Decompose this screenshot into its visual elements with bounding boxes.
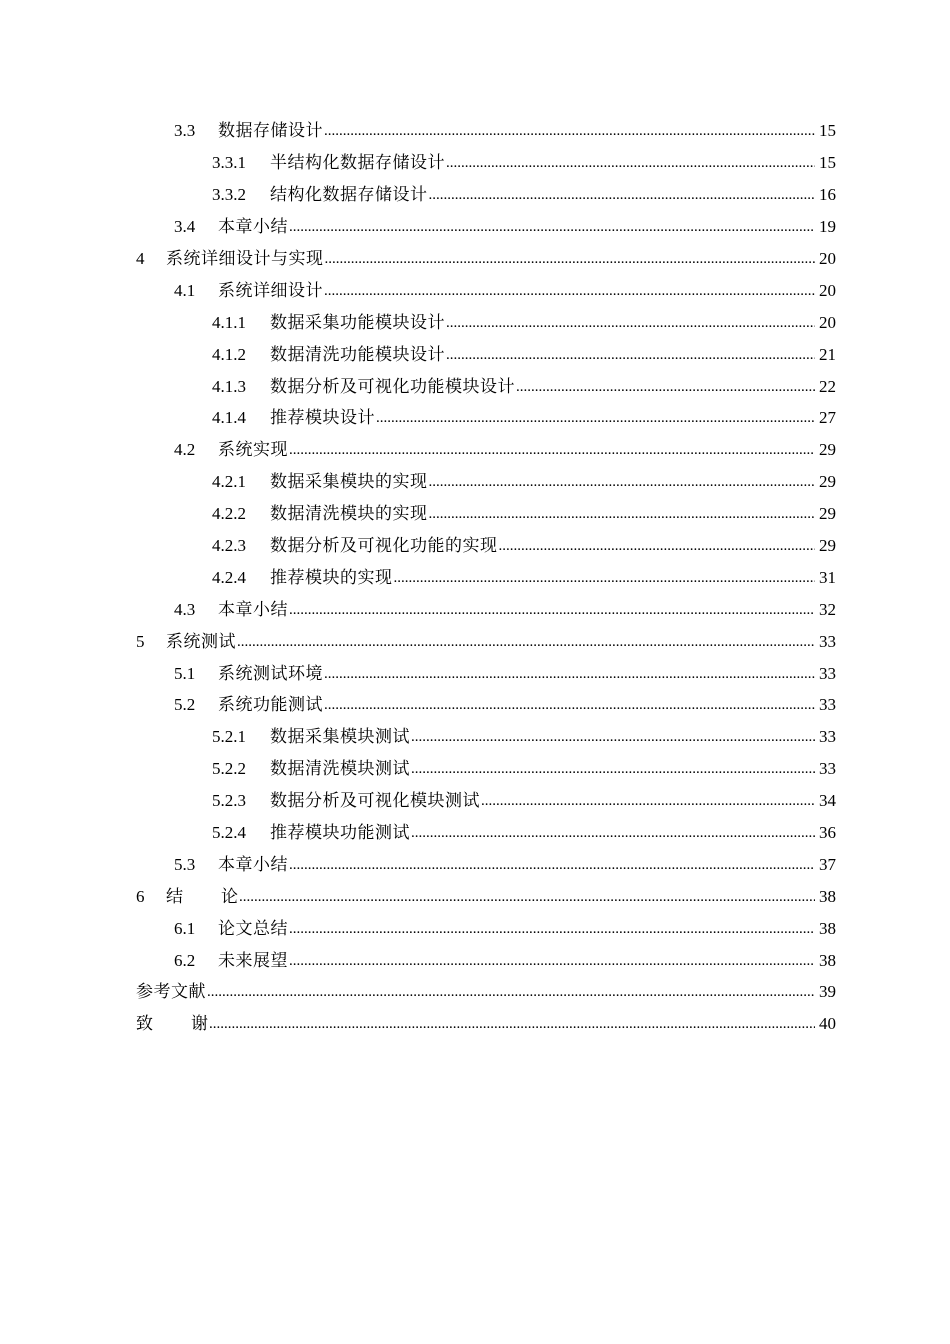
- toc-entry-number: 5.3: [174, 854, 196, 874]
- toc-entry-title: 本章小结: [218, 599, 288, 619]
- toc-entry[interactable]: [0, 467, 950, 499]
- toc-entry-link[interactable]: [212, 791, 836, 812]
- toc-entry-page-number: 29: [819, 504, 836, 524]
- toc-entry-title: 论文总结: [218, 918, 288, 938]
- toc-entry-page-number: 29: [819, 536, 836, 556]
- toc-entry-link[interactable]: [174, 919, 836, 940]
- toc-entry-page-number: 20: [819, 312, 836, 332]
- toc-entry-title: 推荐模块的实现: [270, 567, 393, 587]
- toc-entry[interactable]: [0, 116, 950, 148]
- toc-entry-link[interactable]: [212, 345, 836, 366]
- dot-leader: [376, 407, 815, 428]
- toc-entry[interactable]: [0, 626, 950, 658]
- toc-entry[interactable]: [0, 212, 950, 244]
- toc-entry-number: 5: [136, 631, 145, 651]
- table-of-contents: [0, 116, 950, 1041]
- dot-leader: [209, 1013, 815, 1034]
- dot-leader: [411, 758, 815, 779]
- toc-entry-title: 系统详细设计: [218, 280, 323, 300]
- toc-entry-number: 5.2.1: [212, 727, 246, 747]
- dot-leader: [289, 439, 815, 460]
- toc-entry-title: 系统详细设计与实现: [166, 249, 324, 268]
- toc-entry[interactable]: [0, 818, 950, 850]
- dot-leader: [446, 344, 815, 365]
- toc-entry[interactable]: [0, 913, 950, 945]
- toc-entry-page-number: 20: [819, 249, 836, 268]
- toc-entry-page-number: 32: [819, 599, 836, 619]
- toc-entry-link[interactable]: [174, 855, 836, 876]
- toc-entry-number: 4.1.4: [212, 408, 246, 428]
- toc-entry-link[interactable]: [136, 887, 836, 908]
- toc-entry-page-number: 33: [819, 663, 836, 683]
- toc-entry-page-number: 33: [819, 759, 836, 779]
- dot-leader: [446, 312, 815, 333]
- toc-entry-link[interactable]: [212, 185, 836, 206]
- toc-entry-link[interactable]: [174, 217, 836, 238]
- toc-entry[interactable]: [0, 849, 950, 881]
- toc-entry-page-number: 39: [819, 982, 836, 1002]
- toc-entry-page-number: 38: [819, 886, 836, 906]
- toc-entry-title: 数据清洗功能模块设计: [270, 344, 445, 364]
- dot-leader: [239, 886, 815, 907]
- toc-entry[interactable]: [0, 148, 950, 180]
- toc-entry-link[interactable]: [212, 313, 836, 334]
- dot-leader: [446, 152, 815, 173]
- toc-entry-page-number: 15: [819, 153, 836, 173]
- toc-entry[interactable]: [0, 945, 950, 977]
- toc-entry-link[interactable]: [174, 281, 836, 302]
- dot-leader: [289, 950, 815, 971]
- toc-entry[interactable]: [0, 690, 950, 722]
- dot-leader: [429, 503, 816, 524]
- dot-leader: [324, 663, 815, 684]
- toc-entry[interactable]: [0, 977, 950, 1009]
- toc-entry-title: 推荐模块设计: [270, 408, 375, 428]
- toc-entry-title: [166, 887, 238, 907]
- toc-entry-page-number: 40: [819, 1014, 836, 1034]
- toc-entry-number: 5.2.2: [212, 759, 246, 779]
- dot-leader: [324, 120, 815, 141]
- toc-entry-page-number: 19: [819, 217, 836, 237]
- toc-entry[interactable]: [0, 754, 950, 786]
- toc-entry-page-number: 38: [819, 918, 836, 938]
- toc-entry-link[interactable]: [174, 695, 836, 716]
- toc-entry-number: 6: [136, 886, 145, 906]
- toc-entry-link[interactable]: [174, 951, 836, 972]
- toc-entry-page-number: 36: [819, 823, 836, 843]
- dot-leader: [289, 918, 815, 939]
- toc-entry-page-number: 27: [819, 408, 836, 428]
- toc-entry-title: [136, 1014, 208, 1034]
- toc-entry[interactable]: [0, 531, 950, 563]
- dot-leader: [516, 376, 815, 397]
- toc-entry-link[interactable]: [212, 727, 836, 748]
- toc-entry[interactable]: [0, 307, 950, 339]
- dot-leader: [325, 248, 816, 269]
- toc-entry-number: 4.1.3: [212, 376, 246, 396]
- toc-entry-link[interactable]: [136, 632, 836, 653]
- toc-entry[interactable]: [0, 658, 950, 690]
- toc-entry-page-number: 38: [819, 950, 836, 970]
- toc-entry-number: 3.3.1: [212, 153, 246, 173]
- toc-entry-link[interactable]: [174, 664, 836, 685]
- toc-entry[interactable]: [0, 435, 950, 467]
- toc-entry-title: 系统功能测试: [218, 695, 323, 715]
- toc-entry-page-number: 20: [819, 280, 836, 300]
- toc-entry-number: 5.2.3: [212, 791, 246, 811]
- toc-entry-number: 4.2.3: [212, 536, 246, 556]
- toc-entry-title: 数据采集模块的实现: [270, 472, 428, 492]
- toc-entry[interactable]: [0, 275, 950, 307]
- toc-entry-title: 参考文献: [136, 982, 206, 1002]
- toc-entry-number: 4.3: [174, 599, 196, 619]
- toc-entry-page-number: 33: [819, 727, 836, 747]
- dot-leader: [207, 981, 815, 1002]
- dot-leader: [481, 790, 815, 811]
- toc-entry-number: 4.2.4: [212, 567, 246, 587]
- toc-entry-title: 系统实现: [218, 440, 288, 460]
- toc-entry[interactable]: [0, 786, 950, 818]
- toc-entry-link[interactable]: [212, 568, 836, 589]
- toc-entry[interactable]: [0, 244, 950, 276]
- toc-entry-number: 4.1.1: [212, 312, 246, 332]
- toc-entry[interactable]: [0, 403, 950, 435]
- toc-entry-page-number: 16: [819, 185, 836, 205]
- toc-entry-number: 3.3: [174, 121, 196, 141]
- toc-entry-link[interactable]: [212, 504, 836, 525]
- dot-leader: [289, 216, 815, 237]
- toc-entry-number: 4.2: [174, 440, 196, 460]
- toc-entry-title: 数据分析及可视化模块测试: [270, 791, 480, 811]
- toc-entry-title: 半结构化数据存储设计: [270, 153, 445, 173]
- toc-entry-page-number: 15: [819, 121, 836, 141]
- toc-entry-title: 未来展望: [218, 950, 288, 970]
- toc-entry-link[interactable]: [212, 408, 836, 429]
- dot-leader: [411, 726, 815, 747]
- toc-entry-link[interactable]: [174, 440, 836, 461]
- toc-entry-number: 5.2: [174, 695, 196, 715]
- toc-entry-page-number: 33: [819, 631, 836, 651]
- toc-entry-title: 推荐模块功能测试: [270, 823, 410, 843]
- toc-entry-number: 5.2.4: [212, 823, 246, 843]
- toc-entry[interactable]: [0, 594, 950, 626]
- toc-entry[interactable]: [0, 499, 950, 531]
- toc-entry[interactable]: [0, 1009, 950, 1041]
- toc-entry[interactable]: [0, 722, 950, 754]
- toc-entry-number: 5.1: [174, 663, 196, 683]
- toc-entry-page-number: 29: [819, 472, 836, 492]
- toc-entry-link[interactable]: [136, 982, 836, 1003]
- toc-entry-link[interactable]: [212, 536, 836, 557]
- toc-entry-number: 4.1: [174, 280, 196, 300]
- toc-entry-number: 3.3.2: [212, 185, 246, 205]
- toc-entry-title: 数据清洗模块测试: [270, 759, 410, 779]
- toc-entry-title-part: 致: [136, 1014, 153, 1034]
- toc-entry-link[interactable]: [174, 600, 836, 621]
- toc-entry[interactable]: [0, 339, 950, 371]
- dot-leader: [411, 822, 815, 843]
- toc-entry-title: 数据采集模块测试: [270, 727, 410, 747]
- toc-entry-page-number: 21: [819, 344, 836, 364]
- toc-entry-title: 数据清洗模块的实现: [270, 504, 428, 524]
- dot-leader: [289, 599, 815, 620]
- toc-entry-page-number: 37: [819, 854, 836, 874]
- dot-leader: [324, 694, 815, 715]
- toc-entry-title: 本章小结: [218, 217, 288, 237]
- toc-entry-link[interactable]: [212, 759, 836, 780]
- toc-entry-title: 本章小结: [218, 854, 288, 874]
- toc-entry-link[interactable]: [136, 249, 836, 270]
- toc-entry-title-part: 论: [221, 886, 238, 906]
- toc-entry-title: 数据采集功能模块设计: [270, 312, 445, 332]
- toc-entry-page-number: 33: [819, 695, 836, 715]
- dot-leader: [499, 535, 816, 556]
- toc-entry-link[interactable]: [174, 121, 836, 142]
- toc-entry-number: 4.2.2: [212, 504, 246, 524]
- toc-entry-title: 数据存储设计: [218, 121, 323, 141]
- toc-entry-page-number: 34: [819, 791, 836, 811]
- dot-leader: [324, 280, 815, 301]
- toc-entry-title: 数据分析及可视化功能模块设计: [270, 376, 515, 396]
- dot-leader: [429, 184, 816, 205]
- toc-entry-page-number: 31: [819, 567, 836, 587]
- toc-entry-title: 系统测试: [166, 631, 236, 651]
- toc-entry-title-part: 谢: [191, 1014, 208, 1034]
- toc-entry-number: 3.4: [174, 217, 196, 237]
- dot-leader: [289, 854, 815, 875]
- toc-entry-link[interactable]: [212, 153, 836, 174]
- toc-entry-number: 6.2: [174, 950, 196, 970]
- toc-entry[interactable]: [0, 881, 950, 913]
- toc-entry-title: 数据分析及可视化功能的实现: [270, 536, 498, 556]
- toc-entry-title-part: 结: [166, 886, 183, 906]
- dot-leader: [394, 567, 816, 588]
- toc-entry-link[interactable]: [136, 1014, 836, 1035]
- toc-entry-title: 结构化数据存储设计: [270, 185, 428, 205]
- toc-entry-link[interactable]: [212, 472, 836, 493]
- toc-entry-number: 4.2.1: [212, 472, 246, 492]
- toc-entry[interactable]: [0, 180, 950, 212]
- toc-entry[interactable]: [0, 371, 950, 403]
- toc-entry-number: 4: [136, 249, 145, 268]
- toc-entry-title: 系统测试环境: [218, 663, 323, 683]
- toc-entry[interactable]: [0, 562, 950, 594]
- toc-entry-page-number: 29: [819, 440, 836, 460]
- toc-entry-link[interactable]: [212, 377, 836, 398]
- toc-entry-number: 4.1.2: [212, 344, 246, 364]
- dot-leader: [429, 471, 816, 492]
- dot-leader: [237, 631, 815, 652]
- toc-entry-number: 6.1: [174, 918, 196, 938]
- toc-entry-page-number: 22: [819, 376, 836, 396]
- toc-entry-link[interactable]: [212, 823, 836, 844]
